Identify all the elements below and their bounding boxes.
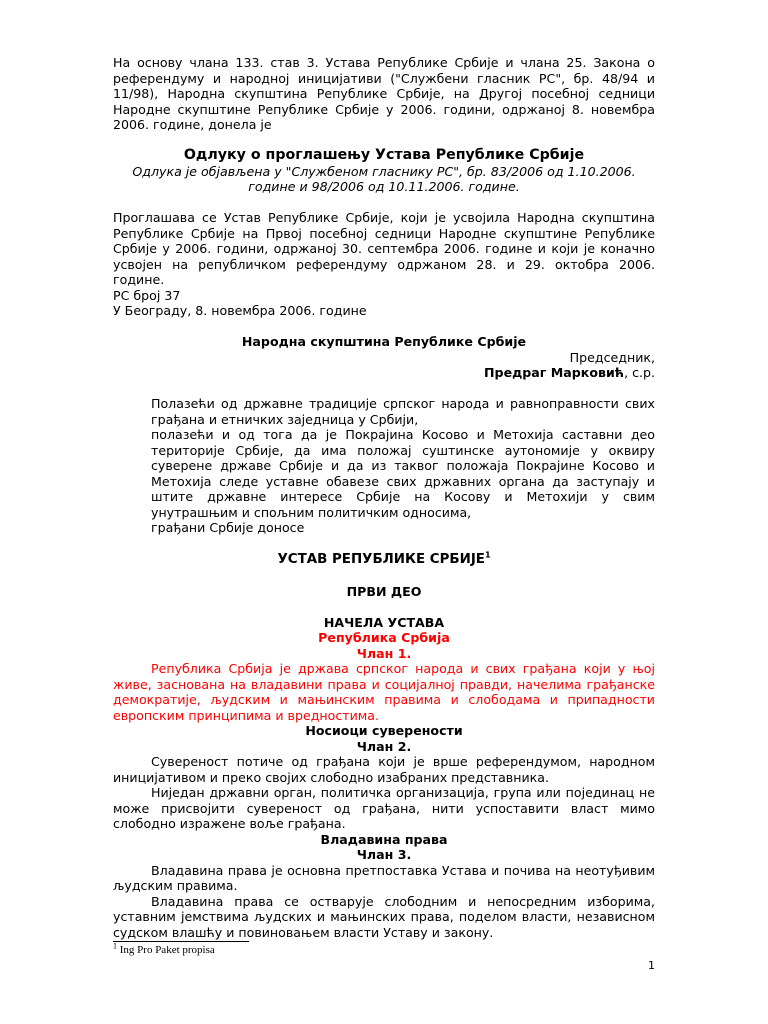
place-date: У Београду, 8. новембра 2006. године xyxy=(113,303,367,318)
footnote-mark: 1 xyxy=(113,941,117,951)
preamble-text-1: Полазећи од државне традиције српског народа и равноправности свих грађана и етничких заједница у Србији, xyxy=(151,396,655,427)
preamble-paragraph-2 xyxy=(151,427,655,520)
preamble-paragraph-3 xyxy=(151,520,655,536)
proclamation-paragraph: Проглашава се Устав Републике Србије, који је усвојила Народна скупштина Републике Србије на Првој посебној седници Народне скупштине Републике Србије у 2006. години, одржаној 30. септембра 2006. године и који је коначно усвојен на републичком референдуму одржаном 28. и 29. октобра 2006. године. xyxy=(113,210,655,287)
article-paragraph: Владавина права је основна претпоставка Устава и почива на неотуђивим људским правима. xyxy=(113,862,655,893)
footnote-divider xyxy=(113,941,249,942)
rs-number: РС број 37 xyxy=(113,287,181,303)
article-heading: Владавина права xyxy=(320,831,448,847)
footnote-text: Ing Pro Paket propisa xyxy=(119,944,215,956)
article-1 xyxy=(113,630,655,723)
preamble-text-2: полазећи и од тога да је Покрајина Косово и Метохија саставни део територије Србије, да има положај суштинске аутономије у оквиру суверене државе Србије и да из таквог положаја Покрајине Косово и Метохија следе уставне обавезе свих државних органа да заступају и штите државне интересе Србије на Косову и Метохији у свим унутрашњим и спољним политичким односима, xyxy=(151,427,655,520)
chapter-title: НАЧЕЛА УСТАВА xyxy=(323,614,445,630)
decision-subtitle-line-1: Одлука је објављена у "Службеном гласнику РС", бр. 83/2006 од 1.10.2006. xyxy=(132,163,636,179)
preamble xyxy=(113,396,655,536)
footnote xyxy=(113,941,215,957)
page-number: 1 xyxy=(648,959,655,972)
president-role: Председник, xyxy=(569,349,655,365)
article-paragraph: Ниједан државни орган, политичка организација, група или појединац не може присвојити сувереност од грађана, нити успоставити власт мимо слободно изражене воље грађана. xyxy=(113,785,655,831)
president-name: Предраг Марковић xyxy=(484,365,625,380)
article-3 xyxy=(113,832,655,941)
assembly-name: Народна скупштина Републике Србије xyxy=(241,334,527,349)
article-paragraph: Република Србија је држава српског народа и свих грађана који у њој живе, заснована на владавини права и социјалној правди, начелима грађанске демократије, људским и мањинским правима и слободама и припадности европским принципима и вредностима. xyxy=(113,661,655,723)
article-heading: Република Србија xyxy=(318,630,450,645)
article-heading: Носиоци суверености xyxy=(305,723,463,738)
intro-paragraph: На основу члана 133. став 3. Устава Републике Србије и члана 25. Закона о референдуму и народној иницијативи ("Службени гласник РС", бр. 48/94 и 11/98), Народна скупштина Републике Србије, на Другој посебној седници Народне скупштине Републике Србије у 2006. години, одржаној 8. новембра 2006. године, донела је xyxy=(113,55,655,132)
constitution-title xyxy=(113,551,655,568)
president-suffix: , с.р. xyxy=(624,365,655,380)
preamble-text-3: грађани Србије доносе xyxy=(151,520,305,535)
constitution-title-text: УСТАВ РЕПУБЛИКЕ СРБИЈЕ xyxy=(277,552,485,567)
article-number: Члан 1. xyxy=(356,645,412,661)
article-number: Члан 3. xyxy=(356,847,412,862)
part-title: ПРВИ ДЕО xyxy=(346,583,422,599)
article-2 xyxy=(113,723,655,832)
president-signature xyxy=(113,365,655,381)
article-paragraph: Владавина права се остварује слободним и непосредним изборима, уставним јемствима људских и мањинских права, поделом власти, независном судском влашћу и повиновањем власти Уставу и закону. xyxy=(113,893,655,940)
footnote-reference[interactable]: 1 xyxy=(484,550,491,560)
decision-title: Одлуку о проглашењу Устава Републике Србије xyxy=(183,146,585,163)
document-page xyxy=(113,55,655,940)
preamble-paragraph-1 xyxy=(151,396,655,427)
article-paragraph: Сувереност потиче од грађана који је врше референдумом, народном иницијативом и преко својих слободно изабраних представника. xyxy=(113,754,655,785)
decision-subtitle-line-2: године и 98/2006 од 10.11.2006. године. xyxy=(248,179,520,194)
article-number: Члан 2. xyxy=(356,738,412,754)
